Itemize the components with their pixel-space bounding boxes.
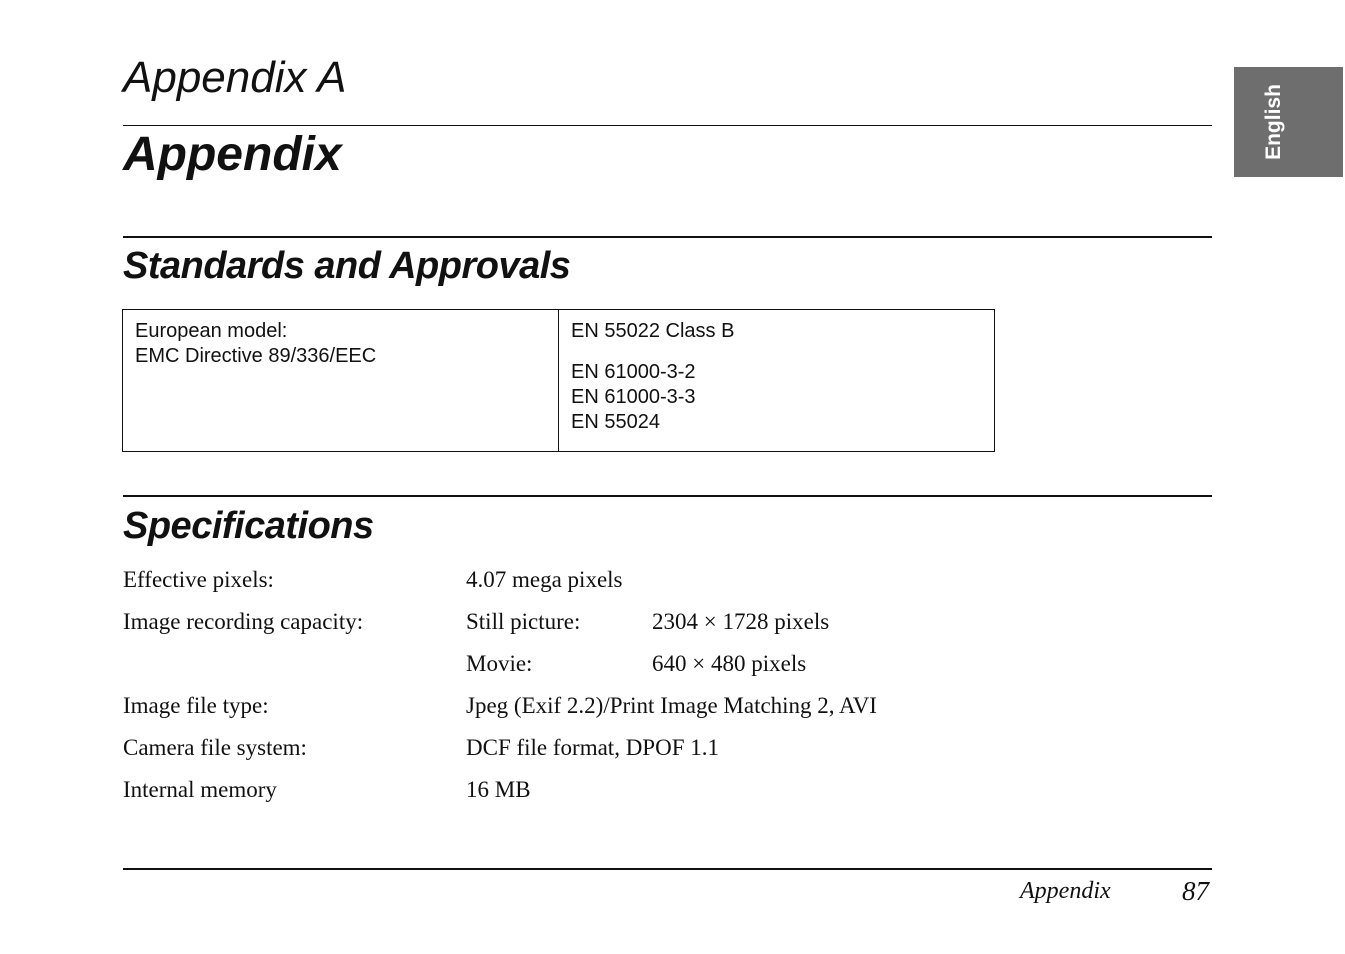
spec-value: 16 MB	[466, 777, 531, 802]
specifications-title: Specifications	[123, 505, 374, 547]
spec-row	[123, 643, 1123, 685]
footer-section-label: Appendix	[1020, 878, 1111, 904]
spec-subvalue: 640 × 480 pixels	[652, 651, 807, 676]
standards-title: Standards and Approvals	[123, 245, 571, 287]
standards-rule	[123, 236, 1212, 238]
spec-value: Jpeg (Exif 2.2)/Print Image Matching 2, AVI	[466, 693, 877, 718]
page-title: Appendix	[123, 128, 342, 181]
spec-row	[123, 601, 1123, 643]
standards-model-line: European model:	[135, 320, 288, 342]
spec-value: Movie:	[466, 651, 533, 676]
specifications-list	[123, 559, 1123, 811]
spec-label: Effective pixels:	[123, 567, 274, 592]
spec-row	[123, 559, 1123, 601]
standards-table	[122, 309, 995, 452]
standards-norm-line: EN 55024	[571, 411, 660, 433]
specifications-rule	[123, 495, 1212, 497]
spec-label: Image file type:	[123, 693, 269, 718]
language-tab	[1234, 67, 1343, 177]
spec-row	[123, 727, 1123, 769]
spec-subvalue: 2304 × 1728 pixels	[652, 609, 830, 634]
standards-norm-line: EN 61000-3-3	[571, 386, 696, 408]
standards-norm-line: EN 61000-3-2	[571, 361, 696, 383]
footer-page-number: 87	[1182, 876, 1209, 906]
spec-value: DCF file format, DPOF 1.1	[466, 735, 719, 760]
spec-label: Image recording capacity:	[123, 609, 364, 634]
chapter-rule	[123, 125, 1212, 126]
chapter-label: Appendix A	[123, 53, 347, 102]
standards-directive-line: EMC Directive 89/336/EEC	[135, 345, 377, 367]
language-tab-label: English	[1262, 84, 1285, 160]
spec-label: Internal memory	[123, 777, 277, 802]
standards-cell-model	[123, 310, 559, 451]
spec-value: 4.07 mega pixels	[466, 567, 623, 592]
standards-cell-norms	[559, 310, 994, 451]
spec-label: Camera file system:	[123, 735, 307, 760]
spec-row	[123, 769, 1123, 811]
spec-value: Still picture:	[466, 609, 581, 634]
spec-row	[123, 685, 1123, 727]
standards-norm-first: EN 55022 Class B	[571, 320, 735, 342]
footer-rule	[123, 868, 1212, 870]
